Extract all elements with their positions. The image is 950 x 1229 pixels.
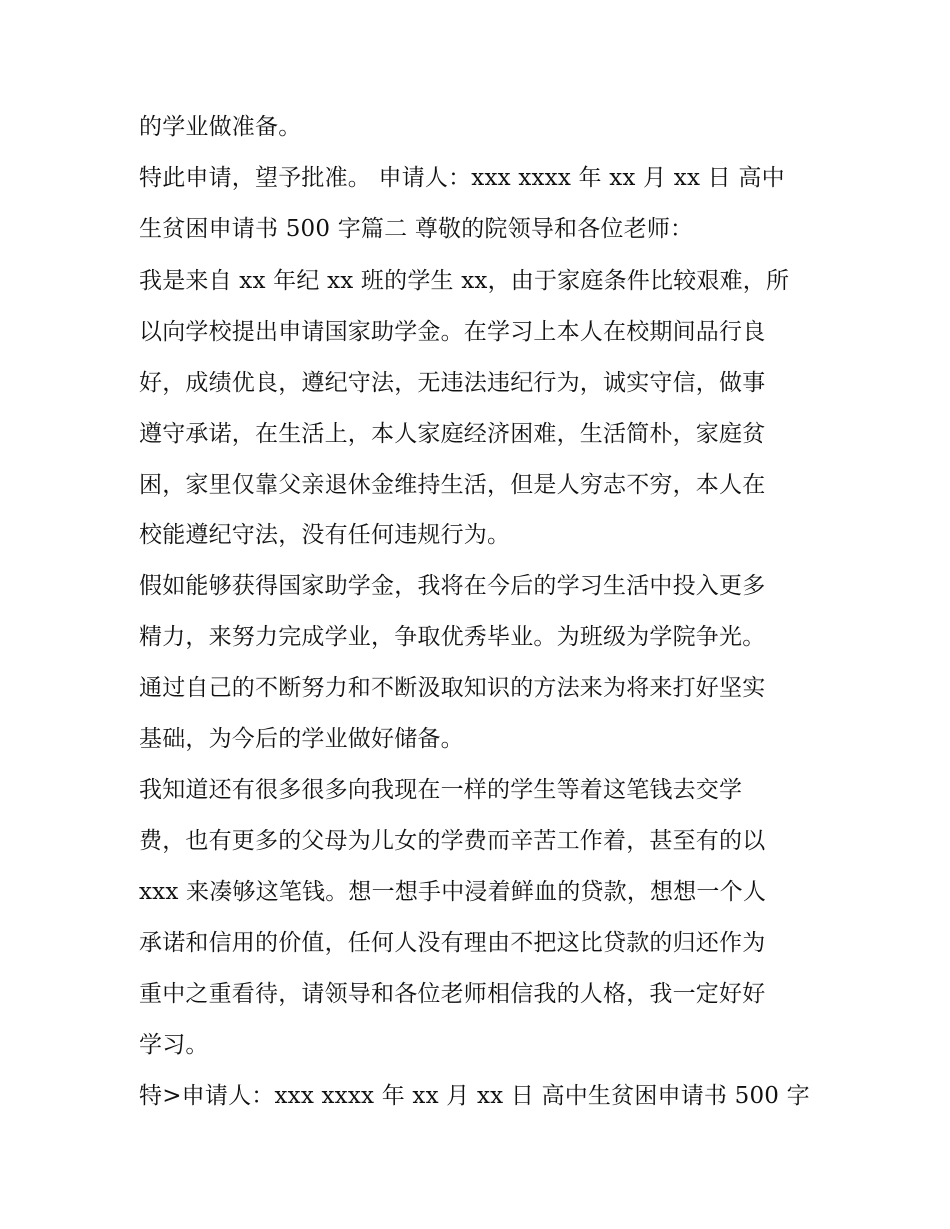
text-line: 的学业做准备。 — [139, 114, 302, 140]
text-line: 重中之重看待，请领导和各位老师相信我的人格，我一定好好 — [139, 981, 766, 1007]
text-line: 特此申请，望予批准。 申请人：xxx xxxx 年 xx 月 xx 日 高中 — [139, 165, 785, 191]
text-line: 校能遵纪守法，没有任何违规行为。 — [139, 522, 511, 548]
text-line: 我知道还有很多很多向我现在一样的学生等着这笔钱去交学 — [139, 777, 743, 803]
text-line: 精力，来努力完成学业，争取优秀毕业。为班级为学院争光。 — [139, 624, 766, 650]
text-line: 我是来自 xx 年纪 xx 班的学生 xx，由于家庭条件比较艰难，所 — [139, 268, 790, 294]
text-line: 特>申请人：xxx xxxx 年 xx 月 xx 日 高中生贫困申请书 500 字 — [139, 1083, 810, 1109]
text-line: 遵守承诺，在生活上，本人家庭经济困难，生活简朴，家庭贫 — [139, 421, 766, 447]
text-line: 以向学校提出申请国家助学金。在学习上本人在校期间品行良 — [139, 319, 766, 345]
text-line: 基础，为今后的学业做好储备。 — [139, 726, 464, 752]
text-line: 假如能够获得国家助学金，我将在今后的学习生活中投入更多 — [139, 573, 766, 599]
text-line: 学习。 — [139, 1032, 209, 1058]
text-line: 好，成绩优良，遵纪守法，无违法违纪行为，诚实守信，做事 — [139, 370, 766, 396]
text-line: 通过自己的不断努力和不断汲取知识的方法来为将来打好坚实 — [139, 675, 766, 701]
text-line: 承诺和信用的价值，任何人没有理由不把这比贷款的归还作为 — [139, 930, 766, 956]
text-line: 生贫困申请书 500 字篇二 尊敬的院领导和各位老师： — [139, 216, 694, 242]
text-line: 费，也有更多的父母为儿女的学费而辛苦工作着，甚至有的以 — [139, 828, 766, 854]
text-line: xxx 来凑够这笔钱。想一想手中浸着鲜血的贷款，想想一个人 — [139, 879, 767, 905]
text-line: 困，家里仅靠父亲退休金维持生活，但是人穷志不穷，本人在 — [139, 472, 766, 498]
